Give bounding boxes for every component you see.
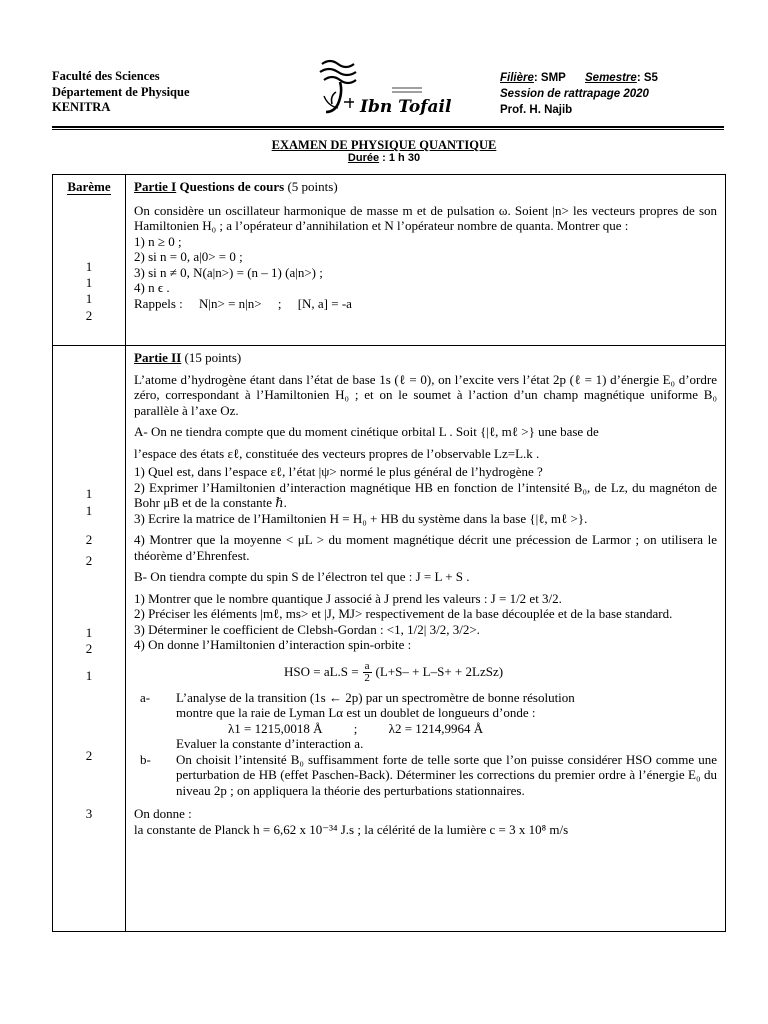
subquestion-a [134, 690, 717, 752]
mark: 2 [85, 641, 93, 656]
bareme-header: Barème [67, 179, 111, 194]
filiere-value: : SMP [533, 72, 566, 84]
part1-rappels: Rappels : N|n> = n|n> ; [N, a] = -a [134, 295, 352, 311]
header-rule-thick [52, 126, 724, 128]
professor-name: Prof. H. Najib [500, 104, 573, 116]
part1-question-1: 1) n ≥ 0 ; [134, 233, 182, 249]
part1-question-3: 3) si n ≠ 0, N(a|n>) = (n – 1) (a|n>) ; [134, 264, 323, 280]
mark: 1 [85, 259, 93, 274]
part1-question-2: 2) si n = 0, a|0> = 0 ; [134, 249, 243, 264]
header-rule-thin [52, 129, 724, 130]
part2-B-question-1: 1) Montrer que le nombre quantique J associé à J prend les valeurs : J = 1/2 et 3/2. [134, 590, 562, 606]
mark: 3 [85, 806, 93, 821]
subquestion-b-label: b- [140, 751, 151, 767]
hso-right: (L+S– + L–S+ + 2LzSz) [375, 664, 504, 680]
exam-title: EXAMEN DE PHYSIQUE QUANTIQUE [271, 138, 497, 152]
semestre-value: : S5 [636, 72, 658, 84]
faculty-name: Faculté des Sciences [52, 69, 160, 83]
subquestion-b-text: On choisit l’intensité B₀ suffisamment forte de telle sorte que l’on puisse considérer HSO comme une perturbation de HB (effet Paschen-Back). Déterminer les corrections du premier ordre à l’énergie E₀ du niveau 2p ; on appliquera la théorie des perturbations stationnaires. [176, 751, 717, 798]
part2-B-line: B- On tiendra compte du spin S de l’électron tel que : J = L + S . [134, 569, 470, 584]
subquestion-a-text2: montre que la raie de Lyman Lα est un doublet de longueurs d’onde : [176, 705, 536, 720]
mark: 2 [85, 748, 93, 763]
part2-A-question-4: 4) Montrer que la moyenne < μL > du moment magnétique décrit une précession de Larmor ; on utilisera le théorème d’Ehrenfest. [134, 532, 717, 563]
part2-title: Partie II [134, 350, 182, 365]
given-text: la constante de Planck h = 6,62 x 10⁻³⁴ J.s ; la célérité de la lumière c = 3 x 10⁸ m/s [134, 821, 569, 837]
mark: 1 [85, 503, 93, 518]
mark: 1 [85, 291, 93, 306]
part1-question-4: 4) n ϵ . [134, 280, 170, 295]
lambda1: λ1 = 1215,0018 Å [228, 720, 323, 736]
university-logo [310, 52, 460, 118]
part2-B-question-4: 4) On donne l’Hamiltonien d’interaction spin-orbite : [134, 637, 412, 652]
mark: 2 [85, 308, 93, 323]
mark: 1 [85, 486, 93, 501]
part1-content-cell [126, 175, 726, 346]
part2-row [53, 346, 726, 932]
institution-block [52, 69, 190, 116]
mark: 1 [85, 668, 93, 683]
exam-table [52, 174, 726, 932]
subquestion-a-text1: L’analyse de la transition (1s ← 2p) par un spectromètre de bonne résolution [176, 689, 575, 705]
part1-title: Partie I [134, 179, 177, 194]
part1-heading [134, 179, 717, 195]
part1-row [53, 175, 726, 346]
mark: 2 [85, 553, 93, 568]
part1-marks-cell [53, 175, 126, 346]
subquestion-b [134, 752, 717, 799]
logo-text: Ibn Tofail [360, 97, 452, 117]
hso-frac-den: 2 [364, 671, 370, 684]
duration [0, 152, 768, 164]
part2-heading [134, 350, 717, 366]
mark: 1 [85, 275, 93, 290]
hso-fraction [363, 661, 372, 684]
part2-A-question-3: 3) Ecrire la matrice de l’Hamiltonien H = H₀ + HB du système dans la base {|ℓ, mℓ >}. [134, 510, 588, 526]
mark: 1 [85, 625, 93, 640]
part2-A-question-2: 2) Exprimer l’Hamiltonien d’interaction magnétique HB en fonction de l’intensité B₀, de Lz, du magnéton de Bohr μB et de la constante ℏ. [134, 479, 717, 510]
duration-label: Durée [347, 152, 380, 164]
subquestion-a-text3: Evaluer la constante d’interaction a. [176, 736, 364, 751]
hso-formula [284, 661, 717, 684]
part2-B-question-3: 3) Déterminer le coefficient de Clebsh-Gordan : <1, 1/2| 3/2, 3/2>. [134, 621, 480, 637]
part2-A-line1: A- On ne tiendra compte que du moment cinétique orbital L . Soit {|ℓ, mℓ >} une base de [134, 424, 599, 439]
hso-left: HSO = aL.S = [284, 664, 359, 680]
city-name: KENITRA [52, 100, 111, 114]
department-name: Département de Physique [52, 84, 190, 99]
part2-A-question-1: 1) Quel est, dans l’espace εℓ, l’état |ψ> normé le plus général de l’hydrogène ? [134, 464, 543, 479]
part2-content-cell [126, 346, 726, 932]
lambda-separator: ; [353, 720, 358, 736]
part2-intro: L’atome d’hydrogène étant dans l’état de base 1s (ℓ = 0), on l’excite vers l’état 2p (ℓ = 1) d’énergie E₀ d’ordre zéro, correspondant à l’Hamiltonien H₀ ; et on le soumet à l’action d’un champ magnétique uniforme B₀ parallèle à l’axe Oz. [134, 371, 717, 418]
part2-B-question-2: 2) Préciser les éléments |mℓ, ms> et |J, MJ> respectivement de la base découplée et de la base standard. [134, 606, 673, 621]
part1-points: (5 points) [284, 179, 338, 194]
part2-marks-cell [53, 346, 126, 932]
subquestion-a-label: a- [140, 689, 151, 705]
semestre-label: Semestre [585, 72, 637, 84]
part1-intro: On considère un oscillateur harmonique de masse m et de pulsation ω. Soient |n> les vecteurs propres de son Hamiltonien H₀ ; a l’opérateur d’annihilation et N l’opérateur nombre de quanta. Montrer que : [134, 202, 717, 233]
given-label: On donne : [134, 806, 192, 821]
filiere-label: Filière [500, 72, 534, 84]
lambda2: λ2 = 1214,9964 Å [388, 720, 484, 736]
duration-value: : 1 h 30 [379, 152, 421, 164]
lambda-values [176, 721, 717, 737]
mark: 2 [85, 532, 93, 547]
exam-info-block [500, 70, 658, 118]
part1-subtitle: Questions de cours [176, 179, 285, 194]
part2-points: (15 points) [181, 350, 242, 365]
session-text: Session de rattrapage 2020 [500, 88, 649, 100]
part2-A-line2: l’espace des états εℓ, constituée des vecteurs propres de l’observable Lz=L.k . [134, 445, 540, 461]
hso-frac-num: a [364, 659, 370, 672]
